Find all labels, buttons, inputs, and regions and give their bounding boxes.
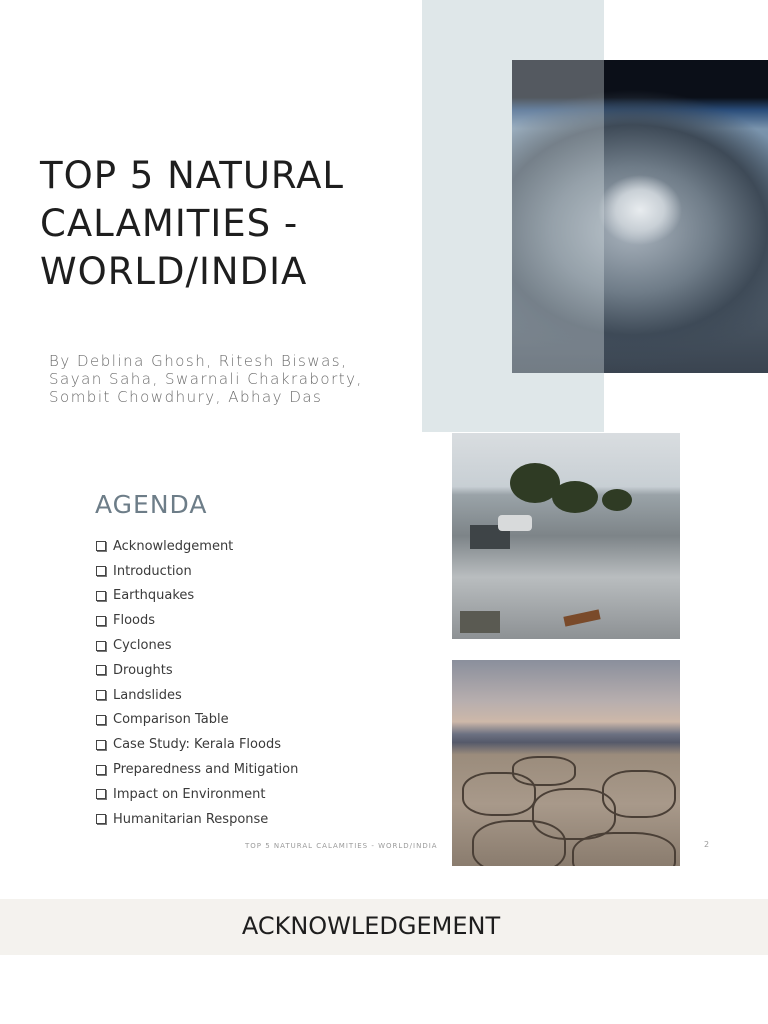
authors-line-1: By Deblina Ghosh, Ritesh Biswas, — [49, 352, 348, 370]
checkbox-icon — [96, 715, 106, 725]
agenda-item-label: Impact on Environment — [113, 786, 266, 802]
crack-shape — [572, 832, 676, 866]
title-line-2: CALAMITIES - — [40, 202, 299, 245]
checkbox-icon — [96, 814, 106, 824]
agenda-item-label: Floods — [113, 613, 156, 629]
agenda-item — [96, 633, 298, 658]
agenda-item-label: Landslides — [113, 687, 182, 703]
crack-shape — [472, 820, 566, 866]
title-line-1: TOP 5 NATURAL — [40, 154, 345, 197]
agenda-item — [96, 683, 298, 708]
agenda-item — [96, 608, 298, 633]
checkbox-icon — [96, 566, 106, 576]
checkbox-icon — [96, 591, 106, 601]
agenda-item — [96, 559, 298, 584]
tree-shape — [552, 481, 598, 513]
agenda-item-label: Humanitarian Response — [113, 811, 269, 827]
title-line-3: WORLD/INDIA — [40, 250, 308, 293]
photo-overlay — [512, 60, 604, 373]
authors-line-3: Sombit Chowdhury, Abhay Das — [49, 388, 323, 406]
tsunami-debris-photo — [452, 433, 680, 639]
acknowledgement-heading: ACKNOWLEDGEMENT — [241, 912, 501, 940]
checkbox-icon — [96, 541, 106, 551]
drought-cracked-earth-photo — [452, 660, 680, 866]
agenda-item — [96, 732, 298, 757]
agenda-item — [96, 658, 298, 683]
checkbox-icon — [96, 641, 106, 651]
debris-rock — [460, 611, 500, 633]
agenda-item-label: Droughts — [113, 662, 173, 678]
agenda-list — [96, 534, 298, 832]
agenda-item — [96, 584, 298, 609]
checkbox-icon — [96, 740, 106, 750]
agenda-item-label: Earthquakes — [113, 588, 195, 604]
checkbox-icon — [96, 789, 106, 799]
agenda-item-label: Preparedness and Mitigation — [113, 762, 299, 778]
agenda-heading: AGENDA — [95, 490, 208, 519]
debris-plank — [563, 609, 600, 626]
agenda-item-label: Cyclones — [113, 638, 172, 654]
agenda-item — [96, 782, 298, 807]
checkbox-icon — [96, 616, 106, 626]
tree-shape — [602, 489, 632, 511]
checkbox-icon — [96, 665, 106, 675]
agenda-item-label: Case Study: Kerala Floods — [113, 737, 281, 753]
agenda-item — [96, 534, 298, 559]
agenda-item — [96, 708, 298, 733]
checkbox-icon — [96, 690, 106, 700]
agenda-item — [96, 807, 298, 832]
authors — [49, 352, 369, 406]
presentation-title — [40, 152, 400, 296]
page-number: 2 — [704, 840, 710, 849]
crack-shape — [602, 770, 676, 818]
crack-shape — [512, 756, 576, 786]
slide-footer: TOP 5 NATURAL CALAMITIES - WORLD/INDIA — [245, 842, 438, 850]
agenda-item-label: Acknowledgement — [113, 538, 234, 554]
agenda-item — [96, 757, 298, 782]
agenda-item-label: Introduction — [113, 563, 192, 579]
agenda-item-label: Comparison Table — [113, 712, 229, 728]
checkbox-icon — [96, 765, 106, 775]
debris-car — [498, 515, 532, 531]
authors-line-2: Sayan Saha, Swarnali Chakraborty, — [49, 370, 363, 388]
